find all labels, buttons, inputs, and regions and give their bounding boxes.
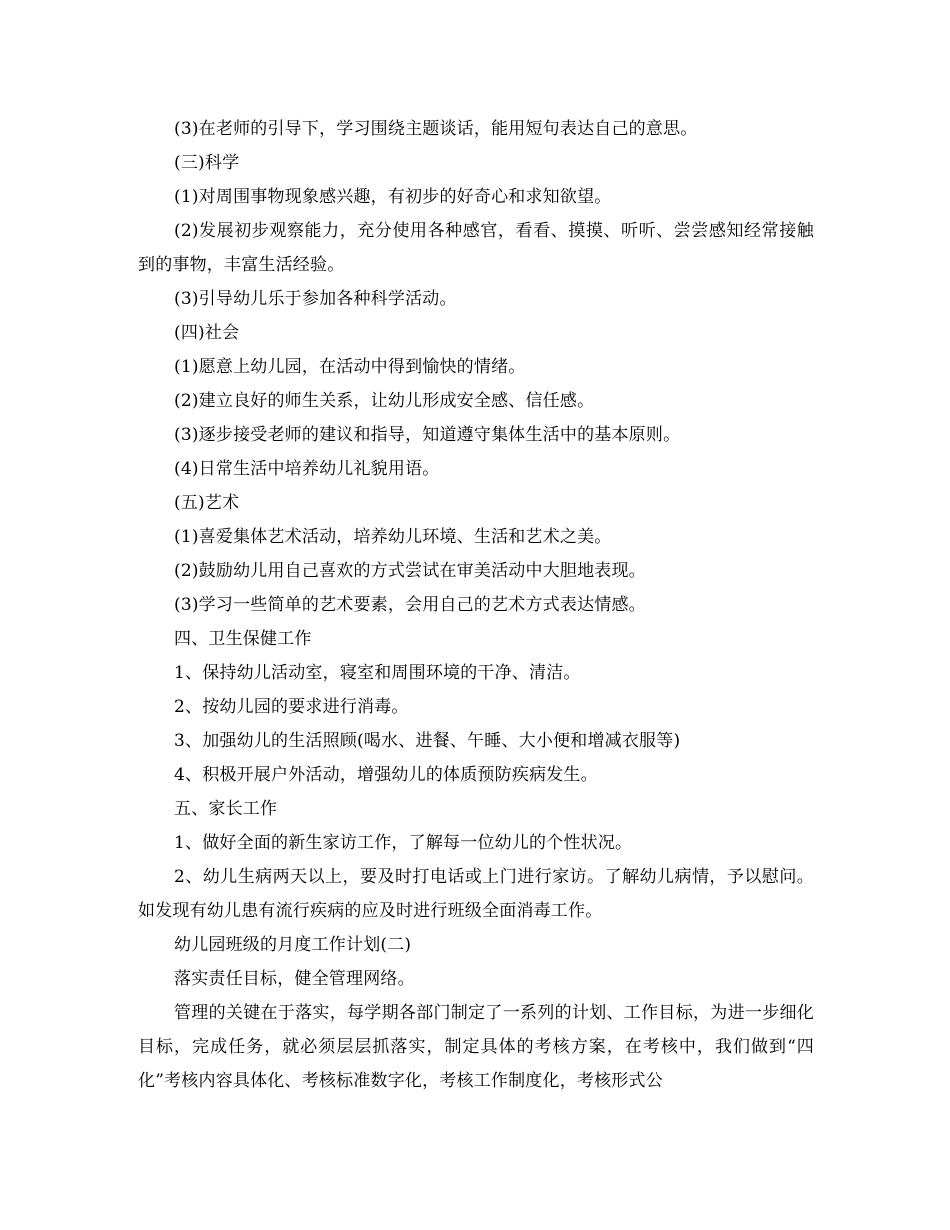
section-heading: 五、家长工作 — [174, 799, 278, 819]
paragraph: (3)逐步接受老师的建议和指导，知道遵守集体生活中的基本原则。 — [174, 425, 681, 445]
paragraph: (2)鼓励幼儿用自己喜欢的方式尝试在审美活动中大胆地表现。 — [174, 561, 646, 581]
paragraph: (3)学习一些简单的艺术要素，会用自己的艺术方式表达情感。 — [174, 595, 646, 615]
section-heading: 四、卫生保健工作 — [174, 629, 312, 649]
paragraph: 管理的关键在于落实，每学期各部门制定了一系列的计划、工作目标，为进一步细化目标，完成任务，就必须层层抓落实，制定具体的考核方案，在考核中，我们做到“四化”考核内容具体化、考核标准数字化，考核工作制度化，考核形式公 — [138, 1003, 814, 1091]
paragraph: (2)建立良好的师生关系，让幼儿形成安全感、信任感。 — [174, 391, 595, 411]
paragraph: (3)在老师的引导下，学习围绕主题谈话，能用短句表达自己的意思。 — [174, 119, 698, 139]
paragraph: (1)喜爱集体艺术活动，培养幼儿环境、生活和艺术之美。 — [174, 527, 612, 547]
paragraph: 4、积极开展户外活动，增强幼儿的体质预防疾病发生。 — [174, 765, 598, 785]
paragraph: 1、保持幼儿活动室，寝室和周围环境的干净、清洁。 — [174, 663, 581, 683]
paragraph: 3、加强幼儿的生活照顾(喝水、进餐、午睡、大小便和增减衣服等) — [174, 731, 681, 751]
paragraph: (4)日常生活中培养幼儿礼貌用语。 — [174, 459, 440, 479]
paragraph: 落实责任目标，健全管理网络。 — [174, 969, 415, 989]
paragraph: (2)发展初步观察能力，充分使用各种感官，看看、摸摸、听听、尝尝感知经常接触到的事物，丰富生活经验。 — [138, 221, 814, 275]
paragraph: 2、按幼儿园的要求进行消毒。 — [174, 697, 409, 717]
section-heading: (三)科学 — [174, 153, 240, 173]
paragraph: 2、幼儿生病两天以上，要及时打电话或上门进行家访。了解幼儿病情，予以慰问。如发现有幼儿患有流行疾病的应及时进行班级全面消毒工作。 — [138, 867, 814, 921]
paragraph: (3)引导幼儿乐于参加各种科学活动。 — [174, 289, 457, 309]
document-body — [138, 112, 814, 1098]
paragraph: (1)愿意上幼儿园，在活动中得到愉快的情绪。 — [174, 357, 526, 377]
paragraph: 1、做好全面的新生家访工作，了解每一位幼儿的个性状况。 — [174, 833, 633, 853]
section-heading: 幼儿园班级的月度工作计划(二) — [174, 935, 412, 955]
paragraph: (1)对周围事物现象感兴趣，有初步的好奇心和求知欲望。 — [174, 187, 612, 207]
section-heading: (四)社会 — [174, 323, 240, 343]
section-heading: (五)艺术 — [174, 493, 240, 513]
